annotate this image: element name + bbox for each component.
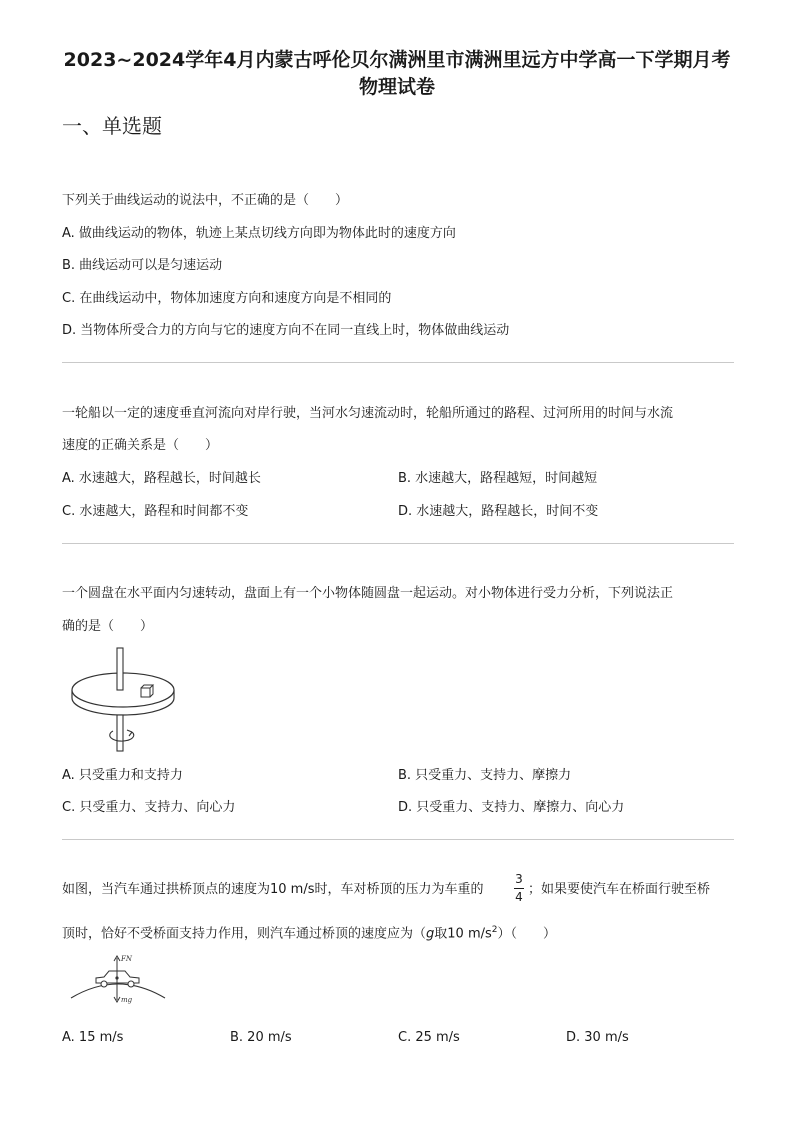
q3-option-a[interactable]: A. 只受重力和支持力: [62, 768, 183, 783]
q1-stem: 下列关于曲线运动的说法中，不正确的是（ ）: [62, 193, 349, 208]
q3-option-d[interactable]: D. 只受重力、支持力、摩擦力、向心力: [398, 800, 625, 815]
divider: [62, 362, 734, 363]
q2-stem-line1: 一轮船以一定的速度垂直河流向对岸行驶，当河水匀速流动时，轮船所通过的路程、过河所用的时间与水流: [62, 406, 674, 421]
q4-stem-line2a: 顶时，恰好不受桥面支持力作用，则汽车通过桥顶的速度应为（: [62, 926, 427, 942]
bridge-car-figure: [68, 952, 168, 1008]
gravity-symbol: g: [426, 926, 435, 942]
divider: [62, 839, 734, 840]
q1-option-b[interactable]: B. 曲线运动可以是匀速运动: [62, 258, 223, 273]
exam-title-line2: 物理试卷: [358, 76, 435, 98]
exam-title-line1: 2023~2024学年4月内蒙古呼伦贝尔满洲里市满洲里远方中学高一下学期月考: [63, 49, 731, 71]
q2-option-b[interactable]: B. 水速越大，路程越短，时间越短: [398, 471, 598, 486]
q2-option-d[interactable]: D. 水速越大，路程越长，时间不变: [398, 504, 599, 519]
q4-option-c[interactable]: C. 25 m/s: [398, 1030, 460, 1045]
q1-option-c[interactable]: C. 在曲线运动中，物体加速度方向和速度方向是不相同的: [62, 291, 392, 306]
rotating-disk-figure: [62, 646, 182, 754]
fig-label-normal-force: FN: [121, 955, 132, 963]
q4-stem-line1a: 如图，当汽车通过拱桥顶点的速度为10 m/s时，车对桥顶的压力为车重的: [62, 882, 484, 897]
q4-option-b[interactable]: B. 20 m/s: [230, 1030, 292, 1045]
q4-stem-line2c: ）（ ）: [497, 926, 557, 942]
section-title: 一、单选题: [62, 114, 162, 138]
fraction-numerator: 3: [515, 872, 523, 886]
q2-stem-line2: 速度的正确关系是（ ）: [62, 438, 219, 453]
fraction-denominator: 4: [515, 890, 523, 904]
q3-stem-line2: 确的是（ ）: [62, 619, 154, 634]
q3-option-c[interactable]: C. 只受重力、支持力、向心力: [62, 800, 236, 815]
q2-option-a[interactable]: A. 水速越大，路程越长，时间越长: [62, 471, 261, 486]
q4-stem-line2b: 取10 m/s: [434, 926, 492, 942]
q4-stem-line1b: ；如果要使汽车在桥面行驶至桥: [528, 882, 711, 897]
q4-stem-line2: [62, 921, 556, 943]
q4-option-a[interactable]: A. 15 m/s: [62, 1030, 124, 1045]
fraction-bar: [514, 888, 524, 889]
q3-option-b[interactable]: B. 只受重力、支持力、摩擦力: [398, 768, 572, 783]
q2-option-c[interactable]: C. 水速越大，路程和时间都不变: [62, 504, 249, 519]
q3-stem-line1: 一个圆盘在水平面内匀速转动，盘面上有一个小物体随圆盘一起运动。对小物体进行受力分析，下列说法正: [62, 586, 674, 601]
q1-option-d[interactable]: D. 当物体所受合力的方向与它的速度方向不在同一直线上时，物体做曲线运动: [62, 323, 510, 338]
exponent: 2: [491, 925, 498, 935]
divider: [62, 543, 734, 544]
fig-label-gravity: mg: [121, 996, 133, 1004]
q4-option-d[interactable]: D. 30 m/s: [566, 1030, 629, 1045]
q1-option-a[interactable]: A. 做曲线运动的物体，轨迹上某点切线方向即为物体此时的速度方向: [62, 226, 456, 241]
